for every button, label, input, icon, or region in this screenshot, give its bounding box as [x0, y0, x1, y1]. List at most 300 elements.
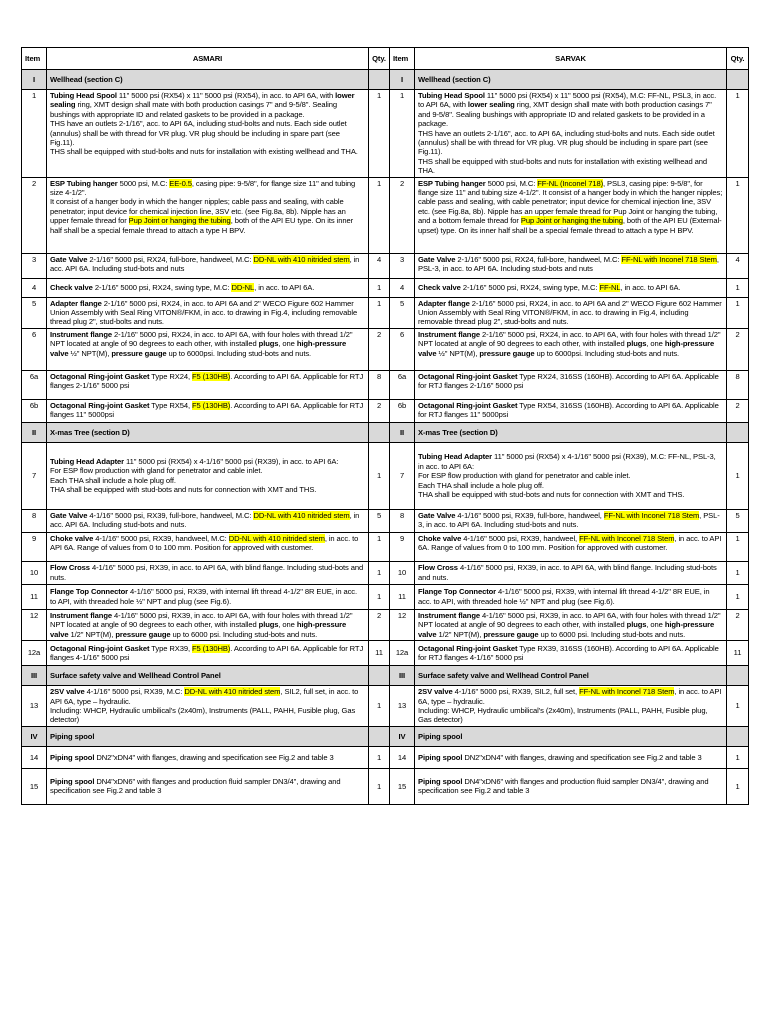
bold-term: Flange Top Connector: [50, 587, 129, 597]
text-run: , in acc. to API 6A.: [254, 282, 315, 292]
bold-term: high-pressure valve: [418, 339, 715, 358]
section-number-right: III: [390, 666, 415, 686]
highlighted-material: EE-0.5: [169, 178, 192, 188]
item-number: 6b: [22, 399, 47, 422]
bold-term: Piping spool: [418, 752, 463, 762]
item-number-right: 1: [390, 90, 415, 178]
table-row: [22, 641, 749, 666]
item-number-right: 15: [390, 768, 415, 804]
section-number: II: [22, 422, 47, 442]
section-title: Surface safety valve and Wellhead Control Panel: [47, 666, 369, 686]
bold-term: high-pressure valve: [418, 620, 715, 639]
item-number-right: 13: [390, 686, 415, 727]
header-sarvak: SARVAK: [415, 48, 727, 70]
bold-term: Instrument flange: [418, 329, 481, 339]
item-number-right: 14: [390, 746, 415, 768]
asmari-qty: 1: [369, 297, 390, 328]
text-run: , in acc. API 6A. Including stud-bots and nuts.: [50, 510, 360, 530]
text-run: Including: WHCP, Hydraulic umbilical's (2x40m), Instruments (PALL, PAHH, Fusible plug, Gas detector): [418, 705, 708, 725]
text-run: ½" NPT(M),: [68, 348, 112, 358]
item-number: 12: [22, 609, 47, 640]
text-run: Type RX24, 316SS (160HB). According to API 6A. Applicable for RTJ flanges 2-1/16" 5000 psi: [418, 371, 719, 391]
section-number: I: [22, 70, 47, 90]
text-run: THS have an outlets 2-1/16", acc. to API 6A, including stud-bolts and nuts. Each side outlet (annulus) shall be with thread for VR plug. VR plug should be including in spare part (see Fig.11).: [50, 119, 347, 148]
bold-term: Flow Cross: [50, 563, 90, 573]
bold-term: Octagonal Ring-joint Gasket: [50, 371, 150, 381]
item-number-right: 6a: [390, 370, 415, 399]
bold-term: Piping spool: [418, 776, 463, 786]
item-number-right: 5: [390, 297, 415, 328]
text-run: 4-1/16" 5000 psi, RX39, SIL2, full set,: [452, 687, 580, 697]
asmari-qty: 2: [369, 328, 390, 370]
asmari-description: [47, 768, 369, 804]
highlighted-material: FF-NL (Inconel 718): [537, 178, 603, 188]
sarvak-description: [415, 370, 727, 399]
section-qty-empty: [369, 422, 390, 442]
text-run: ring, XMT design shall mate with both production casings 7" and 9-5/8". Sealing bushings with appropriate ID and related gaskets to be provided in a package.: [418, 100, 712, 129]
bold-term: lower sealing: [467, 100, 515, 110]
item-number: 10: [22, 561, 47, 584]
header-qty: Qty.: [369, 48, 390, 70]
item-number-right: 6: [390, 328, 415, 370]
section-qty-empty-right: [727, 422, 749, 442]
bold-term: Octagonal Ring-joint Gasket: [418, 371, 518, 381]
text-run: 5000 psi, M.C:: [485, 178, 538, 188]
sarvak-description: [415, 297, 727, 328]
sarvak-qty: 1: [727, 768, 749, 804]
sarvak-qty: 5: [727, 509, 749, 532]
sarvak-description: [415, 90, 727, 178]
highlighted-material: DD-NL: [231, 282, 255, 292]
text-run: THA shall be equipped with stud-bots and nuts for connection with XMT and THS.: [50, 485, 317, 495]
asmari-description: [47, 328, 369, 370]
bold-term: Instrument flange: [50, 329, 113, 339]
bold-term: pressure gauge: [483, 629, 539, 639]
bold-term: pressure gauge: [111, 348, 167, 358]
item-number-right: 11: [390, 584, 415, 609]
sarvak-qty: 8: [727, 370, 749, 399]
bold-term: Octagonal Ring-joint Gasket: [418, 400, 518, 410]
text-run: Type RX39,: [149, 643, 192, 653]
sarvak-description: [415, 561, 727, 584]
sarvak-qty: 1: [727, 297, 749, 328]
highlighted-material: DD-NL with 410 nitrided stem: [253, 254, 350, 264]
item-number: 1: [22, 90, 47, 178]
table-row: [22, 399, 749, 422]
bold-term: lower sealing: [50, 91, 355, 110]
sarvak-description: [415, 609, 727, 640]
text-run: 2-1/16" 5000 psi, RX24, in acc. to API 6A and 2" WECO Figure 602 Hammer Union Assembly with Seal Ring VITON®/FKM, in acc. to drawing in Fig.4, including removable thread plug 2", stud-bolts and nuts.: [50, 298, 358, 327]
asmari-qty: 1: [369, 442, 390, 509]
sarvak-qty: 1: [727, 442, 749, 509]
text-run: For ESP flow production with gland for penetrator and cable inlet.: [50, 466, 263, 476]
highlighted-material: FF-NL: [599, 282, 621, 292]
text-run: , in acc. API 6A. Including stud-bots and nuts: [50, 254, 360, 274]
text-run: , PSL3, casing pipe: 9-5/8", for flange size 11" and tubing size 4-1/2". It consist of a hanger body in which the hanger nipples; cable pass and sealing, with cable penetrator; input device for chemical injection line, 3SV etc. (see Fig.8a, 8b). Nipple has an upper female thread for Pup Joint or hanging the tubing, and a bottom female thread for: [418, 178, 723, 226]
text-run: , SIL2, full set, in acc. to API 6A, type – hydraulic.: [50, 687, 359, 706]
sarvak-qty: 1: [727, 686, 749, 727]
bold-term: Flow Cross: [418, 563, 458, 573]
text-run: up to 6000 psi. Including stud-bots and nuts.: [170, 629, 318, 639]
item-number-right: 9: [390, 532, 415, 561]
text-run: Including: WHCP, Hydraulic umbilical's (2x40m), Instruments (PALL, PAHH, Fusible plug, Gas detector): [50, 705, 356, 725]
section-row: [22, 666, 749, 686]
item-number-right: 10: [390, 561, 415, 584]
text-run: , in acc. to API 6A. Range of values from 0 to 100 mm. Position for approved with customer.: [418, 533, 722, 553]
text-run: 2-1/16" 5000 psi, RX24, swing type, M.C:: [92, 282, 232, 292]
highlighted-material: F5 (130HB): [191, 371, 231, 381]
bold-term: high-pressure valve: [50, 339, 347, 358]
bold-term: Gate Valve: [418, 254, 456, 264]
section-qty-empty-right: [727, 726, 749, 746]
text-run: , in acc. to API 6A. Range of values from 0 to 100 mm. Position for approved with customer.: [50, 533, 359, 553]
section-title: Piping spool: [47, 726, 369, 746]
highlighted-material: DD-NL with 410 nitrided stem: [184, 687, 281, 697]
highlighted-material: F5 (130HB): [191, 643, 231, 653]
bold-term: plugs: [626, 339, 647, 349]
table-row: [22, 746, 749, 768]
sarvak-qty: 1: [727, 532, 749, 561]
text-run: ½" NPT(M),: [436, 348, 480, 358]
section-number: IV: [22, 726, 47, 746]
table-row: [22, 686, 749, 727]
section-title-right: Surface safety valve and Wellhead Control Panel: [415, 666, 727, 686]
asmari-qty: 2: [369, 609, 390, 640]
table-row: [22, 584, 749, 609]
text-run: , one: [646, 620, 665, 630]
text-run: . According to API 6A. Applicable for RTJ flanges 4-1/16" 5000 psi: [50, 643, 364, 663]
text-run: 4-1/16" 5000 psi, RX39, full-bore, handweel,: [455, 510, 604, 520]
sarvak-description: [415, 746, 727, 768]
section-title-right: X-mas Tree (section D): [415, 422, 727, 442]
sarvak-description: [415, 532, 727, 561]
asmari-description: [47, 253, 369, 278]
bold-term: Check valve: [50, 282, 93, 292]
highlighted-material: DD-NL with 410 nitrided stem: [253, 510, 350, 520]
text-run: 2-1/16" 5000 psi, RX24, full-bore, handweel, M.C:: [87, 254, 254, 264]
asmari-qty: 2: [369, 399, 390, 422]
item-number: 8: [22, 509, 47, 532]
item-number: 6: [22, 328, 47, 370]
section-qty-empty-right: [727, 666, 749, 686]
item-number: 14: [22, 746, 47, 768]
asmari-qty: 8: [369, 370, 390, 399]
header-row: [22, 48, 749, 70]
item-number-right: 3: [390, 253, 415, 278]
text-run: ring, XMT design shall mate with both production casings 7" and 9-5/8". Sealing bushings with appropriate ID and related gaskets to be provided in a package.: [50, 100, 337, 119]
text-run: THS have an outlets 2-1/16", acc. to API 6A, including stud-bolts and nuts. Each side outlet (annulus) shall be with thread for VR plug. VR plug should be including in spare part (see Fig.11).: [418, 128, 715, 157]
asmari-description: [47, 532, 369, 561]
item-number-right: 6b: [390, 399, 415, 422]
item-number-right: 4: [390, 278, 415, 297]
text-run: , casing pipe: 9-5/8", for flange size 11" and tubing size 4-1/2".: [50, 178, 356, 198]
text-run: Type RX24,: [149, 371, 192, 381]
asmari-qty: 1: [369, 584, 390, 609]
bold-term: plugs: [258, 620, 279, 630]
asmari-qty: 1: [369, 768, 390, 804]
bold-term: pressure gauge: [479, 348, 535, 358]
bold-term: Gate Valve: [50, 254, 88, 264]
item-number-right: 8: [390, 509, 415, 532]
asmari-description: [47, 370, 369, 399]
section-qty-empty: [369, 666, 390, 686]
sarvak-description: [415, 177, 727, 253]
item-number: 9: [22, 532, 47, 561]
text-run: , one: [278, 620, 297, 630]
text-run: 2-1/16" 5000 psi, RX24, in acc. to API 6A, with four holes with thread 1/2" NPT located at angle of 90 degrees to each other, with installed: [418, 329, 721, 349]
table-row: [22, 328, 749, 370]
bold-term: Adapter flange: [418, 298, 470, 308]
bold-term: plugs: [258, 339, 279, 349]
text-run: 2-1/16" 5000 psi, RX24, swing type, M.C:: [460, 282, 600, 292]
sarvak-qty: 1: [727, 90, 749, 178]
bold-term: Octagonal Ring-joint Gasket: [50, 400, 150, 410]
text-run: , PSL-3, in acc. to API 6A. Including stud-bots and nuts: [418, 254, 719, 274]
bold-term: pressure gauge: [115, 629, 171, 639]
sarvak-qty: 1: [727, 746, 749, 768]
sarvak-qty: 1: [727, 177, 749, 253]
highlighted-material: F5 (130HB): [191, 400, 231, 410]
text-run: DN4"xDN6" with flanges and production fluid sampler DN3/4", drawing and specification see Fig.2 and table 3: [418, 776, 709, 796]
section-number-right: II: [390, 422, 415, 442]
text-run: up to 6000psi. Including stud-bots and nuts.: [534, 348, 680, 358]
text-run: It consist of a hanger body in which the hanger nipples; cable pass and sealing, with cable penetrator; input device for chemical injection line, 3SV etc. (see Fig.8a, 8b). Nipple has an upper female thread for: [50, 197, 346, 226]
equipment-comparison-table: [21, 47, 749, 805]
item-number: 2: [22, 177, 47, 253]
sarvak-description: [415, 686, 727, 727]
text-run: . According to API 6A. Applicable for RTJ flanges 2-1/16" 5000 psi: [50, 371, 364, 391]
bold-term: 2SV valve: [418, 687, 453, 697]
section-title: Wellhead (section C): [47, 70, 369, 90]
text-run: THA shall be equipped with stud-bots and nuts for connection with XMT and THS.: [418, 489, 685, 499]
sarvak-qty: 4: [727, 253, 749, 278]
highlighted-material: Pup Joint or hanging the tubing: [128, 216, 231, 226]
bold-term: ESP Tubing hanger: [50, 178, 118, 188]
item-number: 15: [22, 768, 47, 804]
asmari-qty: 11: [369, 641, 390, 666]
text-run: up to 6000 psi. Including stud-bots and nuts.: [538, 629, 686, 639]
sarvak-description: [415, 641, 727, 666]
item-number-right: 2: [390, 177, 415, 253]
header-qty-right: Qty.: [727, 48, 749, 70]
text-run: , in acc. to API 6A, type – hydraulic.: [418, 687, 722, 706]
bold-term: Piping spool: [50, 776, 95, 786]
table-row: [22, 278, 749, 297]
item-number-right: 12: [390, 609, 415, 640]
text-run: 1/2" NPT(M),: [436, 629, 484, 639]
item-number: 12a: [22, 641, 47, 666]
asmari-description: [47, 399, 369, 422]
section-number-right: IV: [390, 726, 415, 746]
item-number: 5: [22, 297, 47, 328]
text-run: Type RX54, 316SS (160HB). According to API 6A. Applicable for RTJ flanges 11" 5000psi: [418, 400, 719, 420]
text-run: 4-1/16" 5000 psi, RX39, M.C:: [84, 687, 185, 697]
highlighted-material: FF-NL with Inconel 718 Stem: [603, 510, 700, 520]
section-title: X-mas Tree (section D): [47, 422, 369, 442]
bold-term: Adapter flange: [50, 298, 102, 308]
text-run: 11" 5000 psi (RX54) x 4-1/16" 5000 psi (RX39), M.C: FF-NL, PSL-3, in acc. to API 6A:: [418, 452, 716, 471]
asmari-description: [47, 90, 369, 178]
table-body: [22, 70, 749, 805]
item-number: 11: [22, 584, 47, 609]
sarvak-qty: 1: [727, 278, 749, 297]
asmari-description: [47, 278, 369, 297]
sarvak-qty: 2: [727, 609, 749, 640]
asmari-description: [47, 509, 369, 532]
table-row: [22, 768, 749, 804]
table-row: [22, 297, 749, 328]
table-row: [22, 90, 749, 178]
text-run: For ESP flow production with gland for penetrator and cable inlet.: [418, 471, 631, 481]
item-number-right: 7: [390, 442, 415, 509]
text-run: 4-1/16" 5000 psi, RX39, with internal lift thread 4-1/2" 8R EUE, in acc. to API, with threaded hole ½" NPT and plug (see Fig.6).: [50, 587, 357, 606]
text-run: 4-1/16" 5000 psi, RX39, in acc. to API 6A, with four holes with thread 1/2" NPT located at angle of 90 degrees to each other, with installed: [418, 610, 721, 630]
section-number: III: [22, 666, 47, 686]
sarvak-qty: 2: [727, 328, 749, 370]
section-qty-empty-right: [727, 70, 749, 90]
bold-term: Piping spool: [50, 752, 95, 762]
bold-term: Instrument flange: [418, 610, 481, 620]
asmari-description: [47, 746, 369, 768]
bold-term: Gate Valve: [418, 510, 456, 520]
section-number-right: I: [390, 70, 415, 90]
bold-term: Gate Valve: [50, 510, 88, 520]
text-run: DN2"xDN4" with flanges, drawing and specification see Fig.2 and table 3: [462, 752, 702, 762]
sarvak-description: [415, 509, 727, 532]
text-run: , in acc. to API 6A.: [620, 282, 681, 292]
asmari-qty: 1: [369, 532, 390, 561]
text-run: 5000 psi, M.C:: [117, 178, 170, 188]
asmari-qty: 1: [369, 746, 390, 768]
bold-term: Check valve: [418, 282, 461, 292]
bold-term: Choke valve: [50, 533, 94, 543]
bold-term: Tubing Head Adapter: [50, 457, 125, 467]
highlighted-material: FF-NL with Inconel 718 Stem: [579, 687, 675, 697]
header-asmari: ASMARI: [47, 48, 369, 70]
text-run: Each THA shall include a hole plug off.: [418, 480, 544, 490]
asmari-qty: 1: [369, 278, 390, 297]
bold-term: Octagonal Ring-joint Gasket: [418, 643, 518, 653]
table-row: [22, 532, 749, 561]
item-number: 13: [22, 686, 47, 727]
asmari-description: [47, 584, 369, 609]
asmari-qty: 5: [369, 509, 390, 532]
text-run: , both of the API EU (External-upset) type. On its inner half shall be a special female thread to attach a type H BPV.: [418, 216, 722, 235]
table-row: [22, 370, 749, 399]
text-run: DN2"xDN4" with flanges, drawing and specification see Fig.2 and table 3: [94, 752, 334, 762]
bold-term: Tubing Head Spool: [418, 91, 485, 100]
section-row: [22, 422, 749, 442]
bold-term: Octagonal Ring-joint Gasket: [50, 643, 150, 653]
table-row: [22, 509, 749, 532]
item-number: 7: [22, 442, 47, 509]
asmari-description: [47, 561, 369, 584]
bold-term: 2SV valve: [50, 687, 85, 697]
text-run: Type RX39, 316SS (160HB). According to API 6A. Applicable for RTJ flanges 4-1/16" 5000 psi: [418, 643, 719, 663]
table-row: [22, 177, 749, 253]
text-run: 11" 5000 psi (RX54) x 11" 5000 psi (RX54), in acc. to API 6A, with: [116, 91, 336, 100]
section-title-right: Wellhead (section C): [415, 70, 727, 90]
text-run: , one: [278, 339, 297, 349]
sarvak-qty: 1: [727, 584, 749, 609]
asmari-description: [47, 641, 369, 666]
text-run: , PSL-3, in acc. to API 6A. Including stud-bots and nuts.: [418, 510, 720, 530]
sarvak-qty: 2: [727, 399, 749, 422]
bold-term: ESP Tubing hanger: [418, 178, 486, 188]
text-run: 4-1/16" 5000 psi, RX39, in acc. to API 6A, with blind flange. Including stud-bots and nuts.: [50, 563, 364, 582]
spec-sheet: [21, 47, 748, 805]
asmari-description: [47, 442, 369, 509]
highlighted-material: FF-NL with Inconel 718 Stem: [621, 254, 717, 264]
highlighted-material: FF-NL with Inconel 718 Stem: [579, 533, 675, 543]
sarvak-description: [415, 768, 727, 804]
item-number: 4: [22, 278, 47, 297]
bold-term: plugs: [626, 620, 647, 630]
text-run: 2-1/16" 5000 psi, RX24, in acc. to API 6A, with four holes with thread 1/2" NPT located at angle of 90 degrees to each other, with installed: [50, 329, 353, 349]
table-row: [22, 561, 749, 584]
text-run: DN4"xDN6" with flanges and production fluid sampler DN3/4", drawing and specification see Fig.2 and table 3: [50, 776, 341, 796]
text-run: . According to API 6A. Applicable for RTJ flanges 11" 5000psi: [50, 400, 364, 420]
header-item-right: Item: [390, 48, 415, 70]
asmari-description: [47, 686, 369, 727]
header-item: Item: [22, 48, 47, 70]
table-row: [22, 253, 749, 278]
section-row: [22, 726, 749, 746]
table-row: [22, 609, 749, 640]
text-run: 4-1/16" 5000 psi, RX39, with internal lift thread 4-1/2" 8R EUE, in acc. to API, with threaded hole ½" NPT and plug (see Fig.6).: [418, 587, 710, 606]
asmari-qty: 1: [369, 90, 390, 178]
text-run: 2-1/16" 5000 psi, RX24, in acc. to API 6A and 2" WECO Figure 602 Hammer Union Assembly with Seal Ring VITON®/FKM, in acc. to drawing in Fig.4, including removable thread plug 2", stud-bolts and nuts.: [418, 298, 722, 327]
text-run: 4-1/16" 5000 psi, RX39, full-bore, handweel, M.C:: [87, 510, 254, 520]
sarvak-qty: 1: [727, 561, 749, 584]
bold-term: Tubing Head Spool: [50, 91, 117, 100]
text-run: , both of the API EU type. On its inner half shall be a special female thread to attach a type H BPV.: [50, 216, 353, 235]
text-run: 1/2" NPT(M),: [68, 629, 116, 639]
text-run: THS shall be equipped with stud-bolts and nuts for installation with existing wellhead and THA.: [418, 156, 708, 176]
text-run: 11" 5000 psi (RX54) x 4-1/16" 5000 psi (RX39), in acc. to API 6A:: [124, 457, 339, 467]
item-number: 6a: [22, 370, 47, 399]
text-run: 4-1/16" 5000 psi, RX39, in acc. to API 6A, with blind flange. Including stud-bots and nuts.: [418, 563, 717, 582]
section-qty-empty: [369, 726, 390, 746]
text-run: 4-1/16" 5000 psi, RX39, handweel,: [461, 533, 580, 543]
sarvak-description: [415, 584, 727, 609]
item-number-right: 12a: [390, 641, 415, 666]
bold-term: Tubing Head Adapter: [418, 452, 493, 462]
text-run: 2-1/16" 5000 psi, RX24, full-bore, handweel, M.C:: [455, 254, 622, 264]
sarvak-description: [415, 328, 727, 370]
sarvak-description: [415, 278, 727, 297]
asmari-description: [47, 609, 369, 640]
bold-term: Choke valve: [418, 533, 462, 543]
sarvak-qty: 11: [727, 641, 749, 666]
asmari-qty: 4: [369, 253, 390, 278]
text-run: Each THA shall include a hole plug off.: [50, 475, 176, 485]
table-row: [22, 442, 749, 509]
asmari-qty: 1: [369, 561, 390, 584]
text-run: 4-1/16" 5000 psi, RX39, in acc. to API 6A, with four holes with thread 1/2" NPT located at angle of 90 degrees to each other, with installed: [50, 610, 353, 630]
text-run: 11" 5000 psi (RX54) x 11" 5000 psi (RX54), M.C: FF-NL, PSL3, in acc. to API 6A, with: [418, 91, 717, 110]
sarvak-description: [415, 253, 727, 278]
bold-term: high-pressure valve: [50, 620, 347, 639]
section-qty-empty: [369, 70, 390, 90]
section-title-right: Piping spool: [415, 726, 727, 746]
item-number: 3: [22, 253, 47, 278]
text-run: THS shall be equipped with stud-bolts and nuts for installation with existing wellhead and THA.: [50, 147, 358, 157]
sarvak-description: [415, 399, 727, 422]
text-run: Type RX54,: [149, 400, 192, 410]
text-run: up to 6000psi. Including stud-bots and nuts.: [166, 348, 312, 358]
asmari-qty: 1: [369, 177, 390, 253]
